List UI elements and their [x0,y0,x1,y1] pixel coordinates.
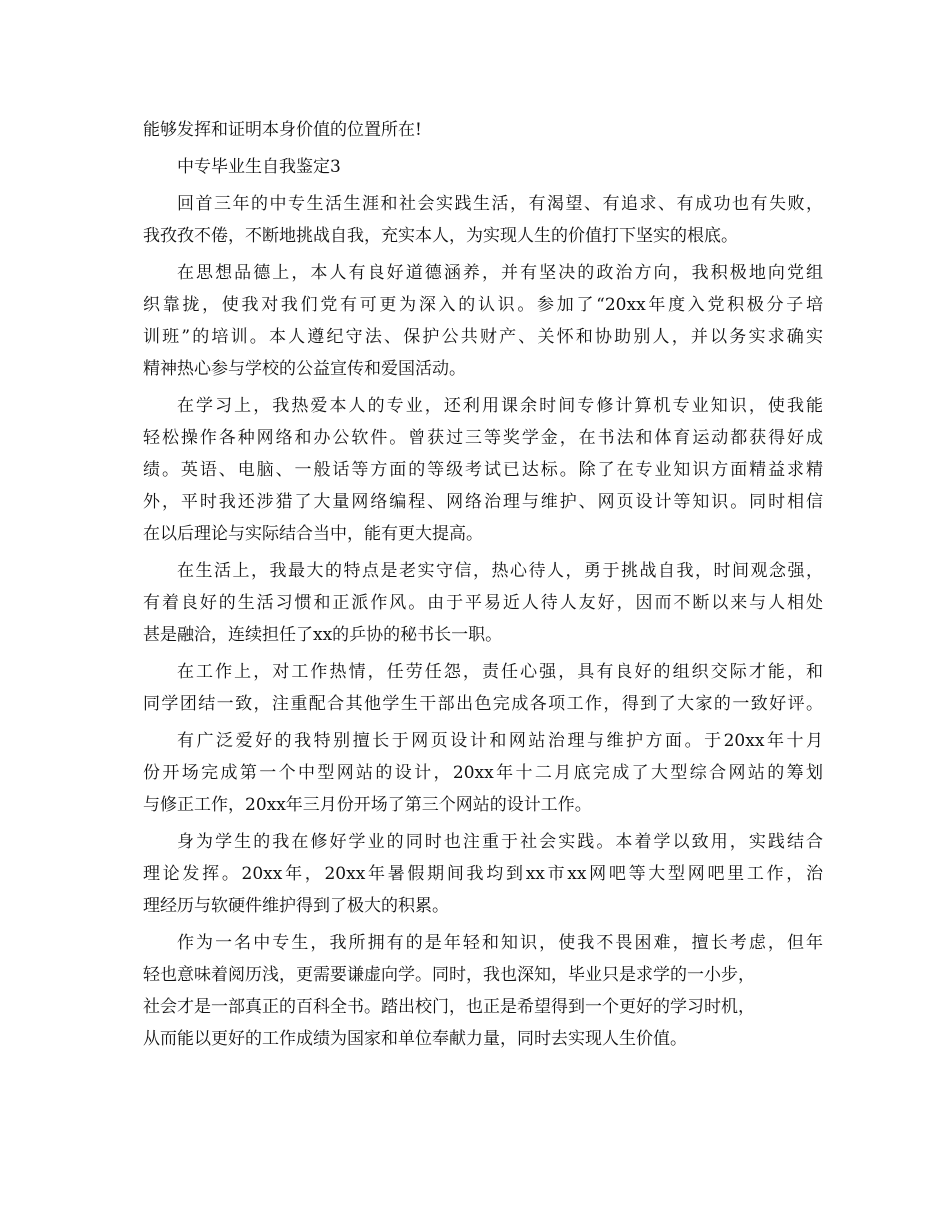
document-line: 社会才是一部真正的百科全书。踏出校门，也正是希望得到一个更好的学习时机， [143,997,755,1017]
document-line: 精神热心参与学校的公益宣传和爱国活动。 [143,359,466,379]
document-line: 织靠拢，使我对我们党有可更为深入的认识。参加了“20xx年度入党积极分子培 [143,295,823,315]
document-line: 有着良好的生活习惯和正派作风。由于平易近人待人友好，因而不断以来与人相处 [143,593,823,613]
document-line: 在以后理论与实际结合当中，能有更大提高。 [143,524,483,544]
document-line: 在生活上，我最大的特点是老实守信，热心待人，勇于挑战自我，时间观念强， [177,561,823,581]
document-line: 理经历与软硬件维护得到了极大的积累。 [143,896,449,916]
document-body [143,114,823,1055]
document-line: 我孜孜不倦，不断地挑战自我，充实本人，为实现人生的价值打下坚实的根底。 [143,226,738,246]
document-line: 轻松操作各种网络和办公软件。曾获过三等奖学金，在书法和体育运动都获得好成 [143,428,823,448]
document-line: 训班”的培训。本人遵纪守法、保护公共财产、关怀和协助别人，并以务实求确实 [143,327,823,347]
document-line: 作为一名中专生，我所拥有的是年轻和知识，使我不畏困难，擅长考虑，但年 [177,933,823,953]
document-line: 有广泛爱好的我特别擅长于网页设计和网站治理与维护方面。于20xx年十月 [177,731,823,751]
document-line: 同学团结一致，注重配合其他学生干部出色完成各项工作，得到了大家的一致好评。 [143,694,823,714]
document-line: 外，平时我还涉猎了大量网络编程、网络治理与维护、网页设计等知识。同时相信 [143,492,823,512]
document-line: 回首三年的中专生活生涯和社会实践生活，有渴望、有追求、有成功也有失败， [177,194,823,214]
document-line: 份开场完成第一个中型网站的设计，20xx年十二月底完成了大型综合网站的筹划 [143,763,823,783]
document-line: 轻也意味着阅历浅，更需要谦虚向学。同时，我也深知，毕业只是求学的一小步， [143,965,755,985]
document-line: 甚是融洽，连续担任了xx的乒协的秘书长一职。 [143,625,503,645]
document-line: 理论发挥。20xx年，20xx年暑假期间我均到xx市xx网吧等大型网吧里工作，治 [143,864,823,884]
document-line: 在学习上，我热爱本人的专业，还利用课余时间专修计算机专业知识，使我能 [177,396,823,416]
document-line: 在思想品德上，本人有良好道德涵养，并有坚决的政治方向，我积极地向党组 [177,263,823,283]
document-line: 能够发挥和证明本身价值的位置所在! [143,120,422,140]
document-line: 在工作上，对工作热情，任劳任怨，责任心强，具有良好的组织交际才能，和 [177,662,823,682]
document-line: 中专毕业生自我鉴定3 [177,157,341,177]
document-line: 身为学生的我在修好学业的同时也注重于社会实践。本着学以致用，实践结合 [177,832,823,852]
document-line: 与修正工作，20xx年三月份开场了第三个网站的设计工作。 [143,795,592,815]
document-line: 从而能以更好的工作成绩为国家和单位奉献力量，同时去实现人生价值。 [143,1029,687,1049]
document-line: 绩。英语、电脑、一般话等方面的等级考试已达标。除了在专业知识方面精益求精 [143,460,823,480]
